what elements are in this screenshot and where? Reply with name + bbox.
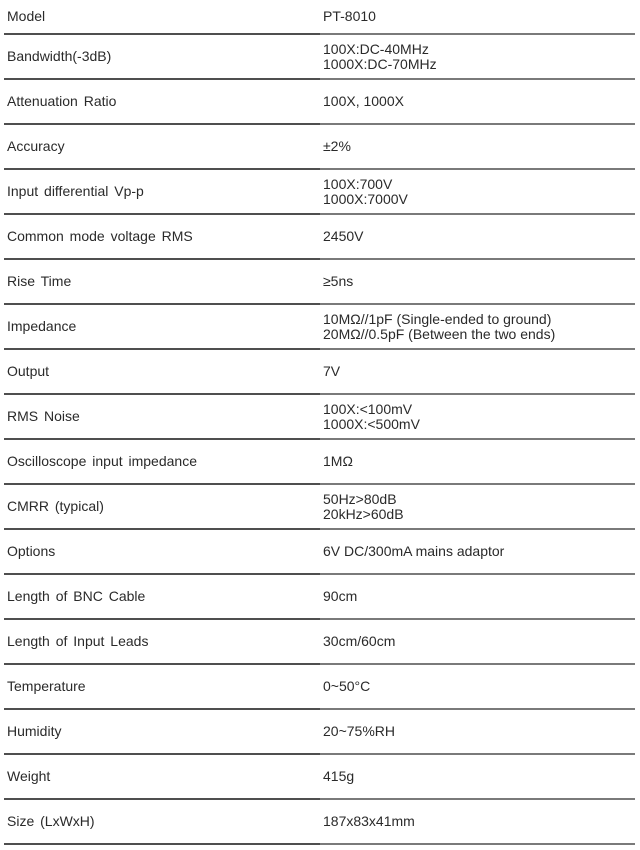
spec-row [0,800,640,845]
spec-value [323,440,353,483]
spec-value-line: 20kHz>60dB [323,505,404,522]
spec-value-line: 1000X:<500mV [323,415,420,432]
spec-label: Model [7,8,46,25]
spec-row [0,440,640,485]
spec-label: CMRR (typical) [7,498,104,515]
spec-label: Length of BNC Cable [7,588,146,605]
spec-label: Temperature [7,678,86,695]
spec-row [0,260,640,305]
row-divider [320,843,635,845]
spec-label: Rise Time [7,273,72,290]
spec-value-line: 100X:DC-40MHz [323,41,429,57]
spec-label: Input differential Vp-p [7,183,144,200]
spec-value [323,35,437,78]
spec-row [0,35,640,80]
spec-value [323,215,363,258]
spec-row [0,350,640,395]
spec-row [0,125,640,170]
spec-label: Humidity [7,723,62,740]
spec-value [323,260,353,303]
spec-label: Bandwidth(-3dB) [7,48,112,65]
spec-row [0,575,640,620]
spec-value-line: 187x83x41mm [323,813,415,830]
spec-row [0,305,640,350]
spec-value-line: 20~75%RH [323,723,395,740]
spec-value [323,350,340,393]
spec-value [323,80,404,123]
spec-row [0,665,640,710]
spec-value-line: 1000X:7000V [323,190,408,207]
spec-row [0,395,640,440]
spec-value-line: 2450V [323,228,364,245]
spec-value [323,305,555,348]
spec-label: RMS Noise [7,408,80,425]
spec-value-line: 0~50°C [323,678,371,695]
spec-label: Impedance [7,318,77,335]
spec-value-line: 1MΩ [323,453,353,470]
spec-value-line: 50Hz>80dB [323,491,397,507]
spec-value-line: 90cm [323,588,358,605]
spec-value-line: 20MΩ//0.5pF (Between the two ends) [323,325,556,342]
spec-row [0,620,640,665]
spec-value-line: 415g [323,768,355,785]
spec-value-line: 100X:700V [323,176,393,192]
spec-value [323,710,395,753]
spec-value-line: 30cm/60cm [323,633,396,650]
spec-value-line: 100X:<100mV [323,401,413,417]
spec-row [0,530,640,575]
spec-label: Size (LxWxH) [7,813,95,830]
spec-value [323,0,376,33]
spec-value [323,125,351,168]
spec-value-line: PT-8010 [323,8,376,25]
spec-value [323,665,370,708]
spec-value-line: 6V DC/300mA mains adaptor [323,543,505,560]
spec-row [0,485,640,530]
spec-value [323,800,415,843]
spec-label: Oscilloscope input impedance [7,453,197,470]
spec-label: Output [7,363,50,380]
row-divider [4,843,320,845]
spec-row [0,215,640,260]
spec-label: Weight [7,768,51,785]
spec-value [323,170,408,213]
spec-row [0,80,640,125]
spec-row [0,755,640,800]
spec-row [0,170,640,215]
spec-value [323,575,357,618]
spec-value [323,485,404,528]
spec-label: Attenuation Ratio [7,93,117,110]
spec-value-line: ≥5ns [323,273,354,290]
spec-value [323,395,420,438]
spec-value [323,530,504,573]
spec-label: Accuracy [7,138,65,155]
spec-value-line: 10MΩ//1pF (Single-ended to ground) [323,311,552,327]
spec-value-line: 100X, 1000X [323,93,404,110]
spec-value [323,755,354,798]
spec-row [0,0,640,35]
spec-value-line: 7V [323,363,341,380]
spec-label: Length of Input Leads [7,633,149,650]
spec-label: Common mode voltage RMS [7,228,193,245]
spec-value-line: ±2% [323,138,351,155]
spec-label: Options [7,543,56,560]
spec-value-line: 1000X:DC-70MHz [323,55,437,72]
spec-row [0,710,640,755]
spec-value [323,620,395,663]
